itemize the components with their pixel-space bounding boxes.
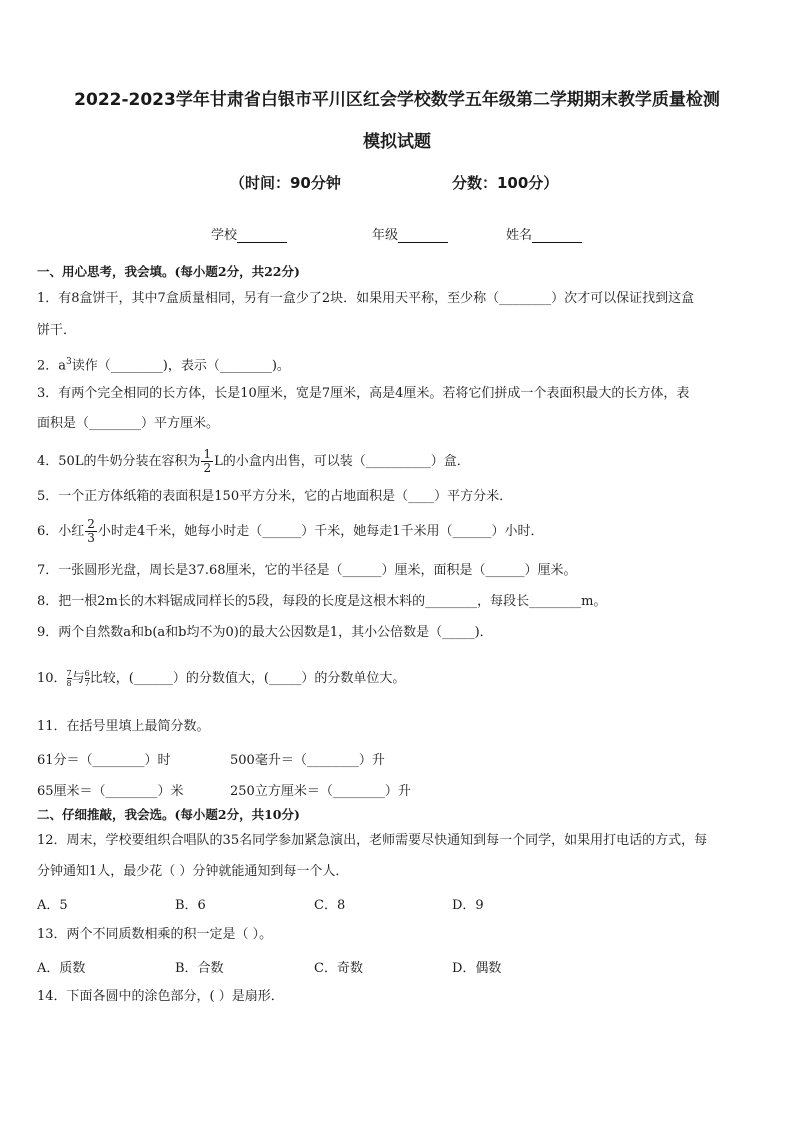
q2-prefix: 2．a bbox=[37, 358, 67, 374]
q6-prefix: 6．小红 bbox=[37, 524, 85, 539]
section1-heading: 一、用心思考，我会填。(每小题2分，共22分) bbox=[37, 264, 300, 279]
q10-denominator2: 7 bbox=[84, 679, 90, 688]
q7: 7．一张圆形光盘，周长是37.68厘米，它的半径是（______）厘米，面积是（______）厘米。 bbox=[37, 563, 577, 578]
q9: 9．两个自然数a和b(a和b均不为0)的最大公因数是1，其小公倍数是（_____)． bbox=[37, 625, 493, 640]
q13-option-b: B．合数 bbox=[175, 961, 224, 976]
exam-title-line2: 模拟试题 bbox=[363, 132, 431, 152]
q4-numerator: 1 bbox=[203, 447, 212, 461]
q3-line2: 面积是（________）平方厘米。 bbox=[37, 416, 220, 431]
name-field bbox=[506, 224, 582, 243]
q10-and: 与 bbox=[71, 671, 85, 686]
name-label: 姓名 bbox=[506, 228, 533, 243]
q4-fraction bbox=[201, 448, 213, 475]
q5: 5．一个正方体纸箱的表面积是150平方分米，它的占地面积是（____）平方分米． bbox=[37, 489, 513, 504]
q2 bbox=[37, 353, 290, 375]
q10-numerator1: 7 bbox=[66, 669, 72, 678]
q14: 14．下面各圆中的涂色部分，( ）是扇形． bbox=[37, 989, 284, 1004]
school-field bbox=[211, 224, 287, 243]
q6-text: 小时走4千米，她每小时走（______）千米，她每走1千米用（______）小时． bbox=[97, 524, 544, 539]
q10-denominator1: 8 bbox=[66, 679, 72, 688]
q11-item-b: 500毫升＝（________）升 bbox=[230, 753, 385, 768]
q11-item-c: 65厘米＝（________）米 bbox=[37, 784, 184, 799]
q10-text: 比较，(______）的分数值大，(_____）的分数单位大。 bbox=[89, 671, 406, 686]
q1-line1: 1．有8盒饼干，其中7盒质量相同，另有一盒少了2块．如果用天平称，至少称（________）次才可以保证找到这盒 bbox=[37, 291, 695, 306]
q6 bbox=[37, 516, 543, 548]
q12-line2: 分钟通知1人，最少花（ ）分钟就能通知到每一个人． bbox=[37, 864, 349, 879]
q6-numerator: 2 bbox=[87, 517, 95, 531]
q10 bbox=[37, 666, 405, 692]
school-blank bbox=[237, 229, 287, 243]
section2-heading: 二、仔细推敲，我会选。(每小题2分，共10分) bbox=[37, 807, 300, 822]
exam-time: （时间：90分钟 bbox=[230, 174, 341, 192]
q13-option-a: A．质数 bbox=[37, 961, 86, 976]
q10-prefix: 10． bbox=[37, 671, 67, 686]
q12-option-c: C．8 bbox=[314, 898, 346, 913]
q11: 11．在括号里填上最简分数。 bbox=[37, 719, 210, 734]
q6-fraction bbox=[85, 518, 97, 545]
q11-item-a: 61分＝（________）时 bbox=[37, 753, 171, 768]
grade-label: 年级 bbox=[372, 228, 399, 243]
school-label: 学校 bbox=[211, 228, 238, 243]
q12-option-a: A．5 bbox=[37, 898, 68, 913]
q10-numerator2: 6 bbox=[84, 669, 90, 678]
q1-line2: 饼干． bbox=[37, 323, 77, 338]
exam-title-line1: 2022-2023学年甘肃省白银市平川区红会学校数学五年级第二学期期末教学质量检测 bbox=[74, 90, 720, 110]
q13-option-c: C．奇数 bbox=[314, 961, 363, 976]
q11-item-d: 250立方厘米＝（________）升 bbox=[230, 784, 411, 799]
exam-score: 分数：100分） bbox=[452, 174, 559, 192]
q13-option-d: D．偶数 bbox=[452, 961, 502, 976]
name-blank bbox=[532, 229, 582, 243]
q6-denominator: 3 bbox=[87, 531, 95, 545]
q12-line1: 12．周末，学校要组织合唱队的35名同学参加紧急演出，老师需要尽快通知到每一个同学，如果用打电话的方式，每 bbox=[37, 833, 708, 848]
q12-option-b: B．6 bbox=[175, 898, 206, 913]
grade-blank bbox=[398, 229, 448, 243]
q2-exponent: 3 bbox=[66, 357, 72, 367]
q4-prefix: 4．50L的牛奶分装在容积为 bbox=[37, 454, 201, 469]
q4-denominator: 2 bbox=[203, 461, 212, 475]
grade-field bbox=[372, 224, 448, 243]
q12-option-d: D．9 bbox=[452, 898, 484, 913]
q4-text: L的小盒内出售，可以装（__________）盒． bbox=[214, 454, 470, 469]
q8: 8．把一根2m长的木料锯成同样长的5段，每段的长度是这根木料的________，每段长________m。 bbox=[37, 594, 607, 609]
q4 bbox=[37, 446, 470, 478]
q13: 13．两个不同质数相乘的积一定是（ ）。 bbox=[37, 927, 273, 942]
q2-text: 读作（________)，表示（________)。 bbox=[71, 358, 290, 374]
q3-line1: 3．有两个完全相同的长方体，长是10厘米，宽是7厘米，高是4厘米。若将它们拼成一个表面积最大的长方体，表 bbox=[37, 386, 690, 401]
